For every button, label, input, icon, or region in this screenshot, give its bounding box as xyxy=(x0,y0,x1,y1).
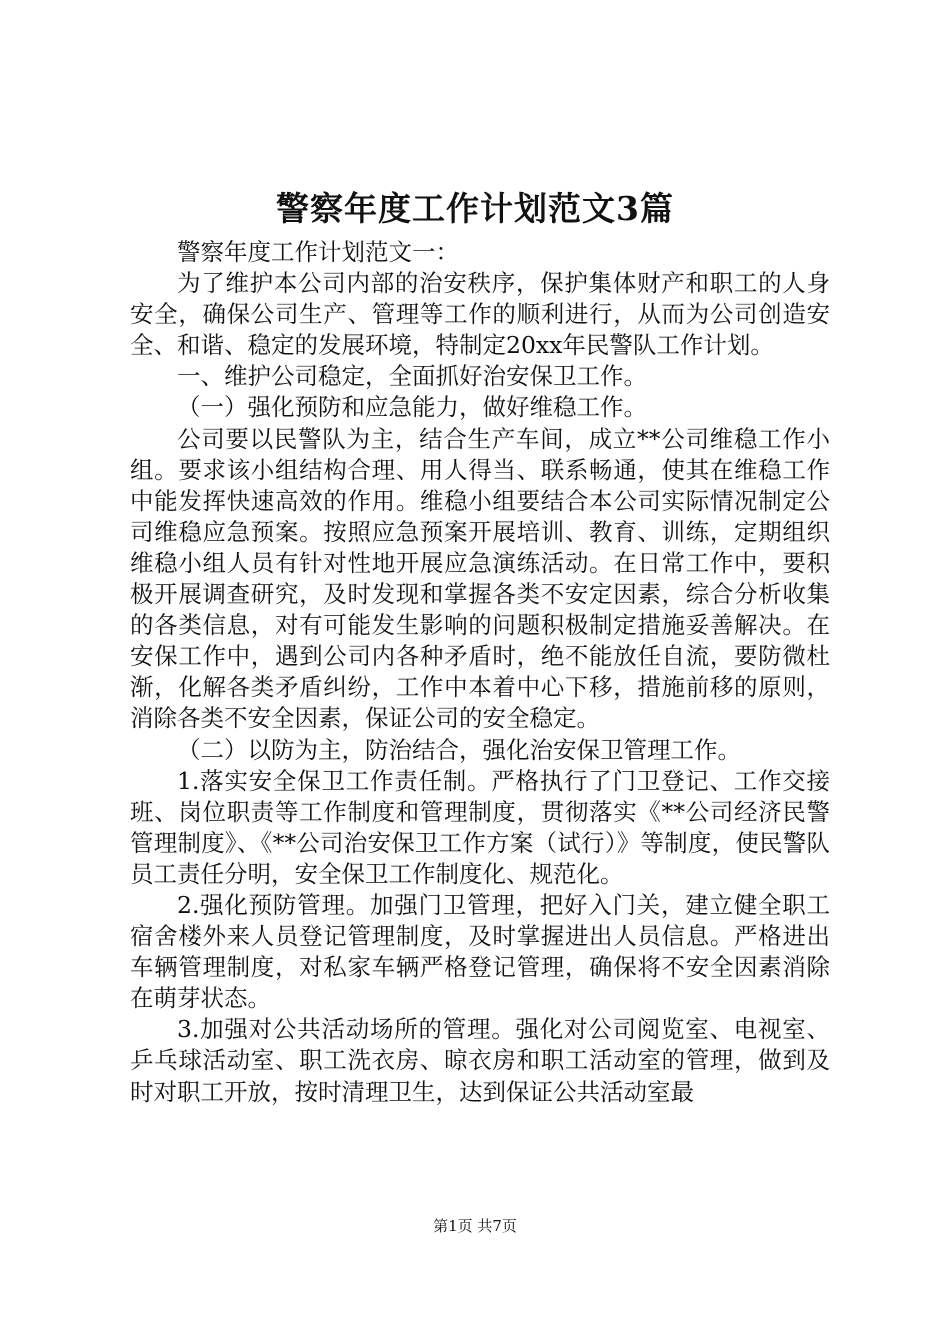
page-footer: 第1页 共7页 xyxy=(433,1217,517,1235)
paragraph: 2.强化预防管理。加强门卫管理，把好入门关，建立健全职工宿舍楼外来人员登记管理制度，及时掌握进出人员信息。严格进出车辆管理制度，对私家车辆严格登记管理，确保将不安全因素消除在萌芽状态。 xyxy=(130,890,830,1013)
paragraph: 一、维护公司稳定，全面抓好治安保卫工作。 xyxy=(177,362,647,391)
document-body xyxy=(130,237,830,1108)
paragraph: 警察年度工作计划范文一： xyxy=(177,238,459,266)
paragraph: 为了维护本公司内部的治安秩序，保护集体财产和职工的人身安全，确保公司生产、管理等工作的顺利进行，从而为公司创造安全、和谐、稳定的发展环境，特制定20xx年民警队工作计划。 xyxy=(130,269,830,360)
paragraph: 公司要以民警队为主，结合生产车间，成立**公司维稳工作小组。要求该小组结构合理、用人得当、联系畅通，使其在维稳工作中能发挥快速高效的作用。维稳小组要结合本公司实际情况制定公司维稳应急预案。按照应急预案开展培训、教育、训练，定期组织维稳小组人员有针对性地开展应急演练活动。在日常工作中，要积极开展调查研究，及时发现和掌握各类不安定因素，综合分析收集的各类信息，对有可能发生影响的问题积极制定措施妥善解决。在安保工作中，遇到公司内各种矛盾时，绝不能放任自流，要防微杜渐，化解各类矛盾纠纷，工作中本着中心下移，措施前移的原则，消除各类不安全因素，保证公司的安全稳定。 xyxy=(130,424,830,733)
document-title: 警察年度工作计划范文3篇 xyxy=(276,189,674,228)
paragraph: （二）以防为主，防治结合，强化治安保卫管理工作。 xyxy=(177,735,741,764)
paragraph: （一）强化预防和应急能力，做好维稳工作。 xyxy=(177,393,647,422)
paragraph: 3.加强对公共活动场所的管理。强化对公司阅览室、电视室、乒乓球活动室、职工洗衣房、晾衣房和职工活动室的管理，做到及时对职工开放，按时清理卫生，达到保证公共活动室最 xyxy=(130,1015,830,1106)
paragraph: 1.落实安全保卫工作责任制。严格执行了门卫登记、工作交接班、岗位职责等工作制度和管理制度，贯彻落实《**公司经济民警管理制度》、《**公司治安保卫工作方案（试行）》等制度，使民警队员工责任分明，安全保卫工作制度化、规范化。 xyxy=(130,766,830,888)
